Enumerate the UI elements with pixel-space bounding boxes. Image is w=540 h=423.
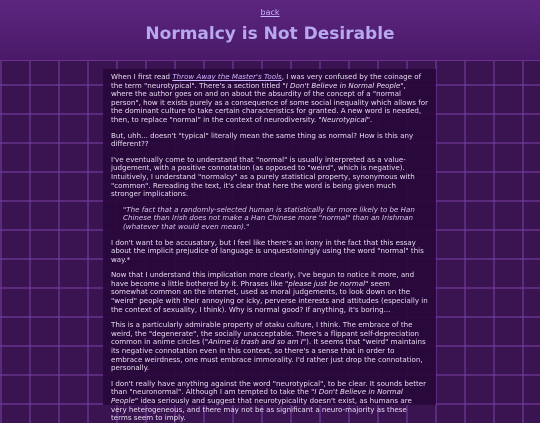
text: I don't really have anything against the word "neurotypical", to be clear. It sounds better than "neuronormal". Although I am tempted to take the xyxy=(111,378,427,397)
text: , I was very confused by the coinage of the term "neurotypical". There's a section titled xyxy=(111,72,422,90)
text: seem somewhat common on the internet, used as moral judgements, to look down on the "weird" people with their annoying or icky, perverse interests and attitudes (especially in the context of sexuality, I think). Why is normal good? If anything, it's boring... xyxy=(111,278,428,314)
page-title: Normalcy is Not Desirable xyxy=(145,24,395,44)
paragraph-otaku xyxy=(111,321,428,373)
text: ). It seems that "weird" maintains its negative connotation even in this context, so there's a sense that in order to embrace weirdness, one must embrace immorality. I'd rather just drop the connotation, personally. xyxy=(111,337,426,373)
phrase-normal: "please just be normal" xyxy=(285,278,369,288)
paragraph-question: But, uhh... doesn't "typical" literally mean the same thing as normal? How is this any different?? xyxy=(111,130,414,149)
paragraph-irony: I don't want to be accusatory, but I feel like there's an irony in the fact that this essay about the implicit prejudice of language is unquestioningly using the word "normal" this way.* xyxy=(111,237,424,264)
page-header xyxy=(0,0,540,61)
text: This is a particularly admirable property of otaku culture, I think. The embrace of the weird, the "degenerate", the socially unacceptable. There's a flippant self-depreciation common in anime circles ( xyxy=(111,320,420,347)
book-link[interactable]: Throw Away the Master's Tools xyxy=(172,72,282,81)
text: idea seriously and suggest that neurotypicality doesn't exist, as humans are very heterogeneous, and there may not be as significant a neuro-majority as these terms seem to imply. xyxy=(111,396,412,423)
block-quote: "The fact that a randomly-selected human is statistically far more likely to be Han Chinese than Irish does not make a Han Chinese more "normal" than an Irishman (whatever that would even mean)." xyxy=(123,204,415,231)
paragraph-understanding: I've eventually come to understand that "normal" is usually interpreted as a value-judgement, with a positive connotation (as opposed to "weird", which is negative). Intuitively, I understand "normalcy" as a purely statistical property, synonymous with "common". Rereading the text, it's clear that here the word is being given much stronger implications. xyxy=(111,154,415,199)
article-body xyxy=(103,69,436,423)
text: . xyxy=(370,114,373,124)
paragraph-conclusion xyxy=(111,380,428,423)
phrase-anime: "Anime is trash and so am I" xyxy=(204,337,307,347)
section-title: "I Don't Believe in Normal People" xyxy=(282,80,404,90)
section-title: "I Don't Believe in Normal People" xyxy=(111,387,403,405)
text: When I first read xyxy=(111,72,173,81)
text: , where the author goes on and on about the absurdity of the concept of a "normal person", how it exists purely as a consequence of some social inequality which allows for the dominant culture to take certain characteristics for granted. A new word is needed, then, to replace "normal" in the context of neurodiversity. xyxy=(111,80,428,124)
paragraph-intro xyxy=(111,73,428,125)
text: Now that I understand this implication more clearly, I've begun to notice it more, and have become a little bothered by it. Phrases like xyxy=(111,270,415,288)
paragraph-bothered xyxy=(111,271,428,314)
back-link[interactable]: back xyxy=(260,8,280,17)
term-neurotypical: "Neurotypical" xyxy=(318,114,371,124)
